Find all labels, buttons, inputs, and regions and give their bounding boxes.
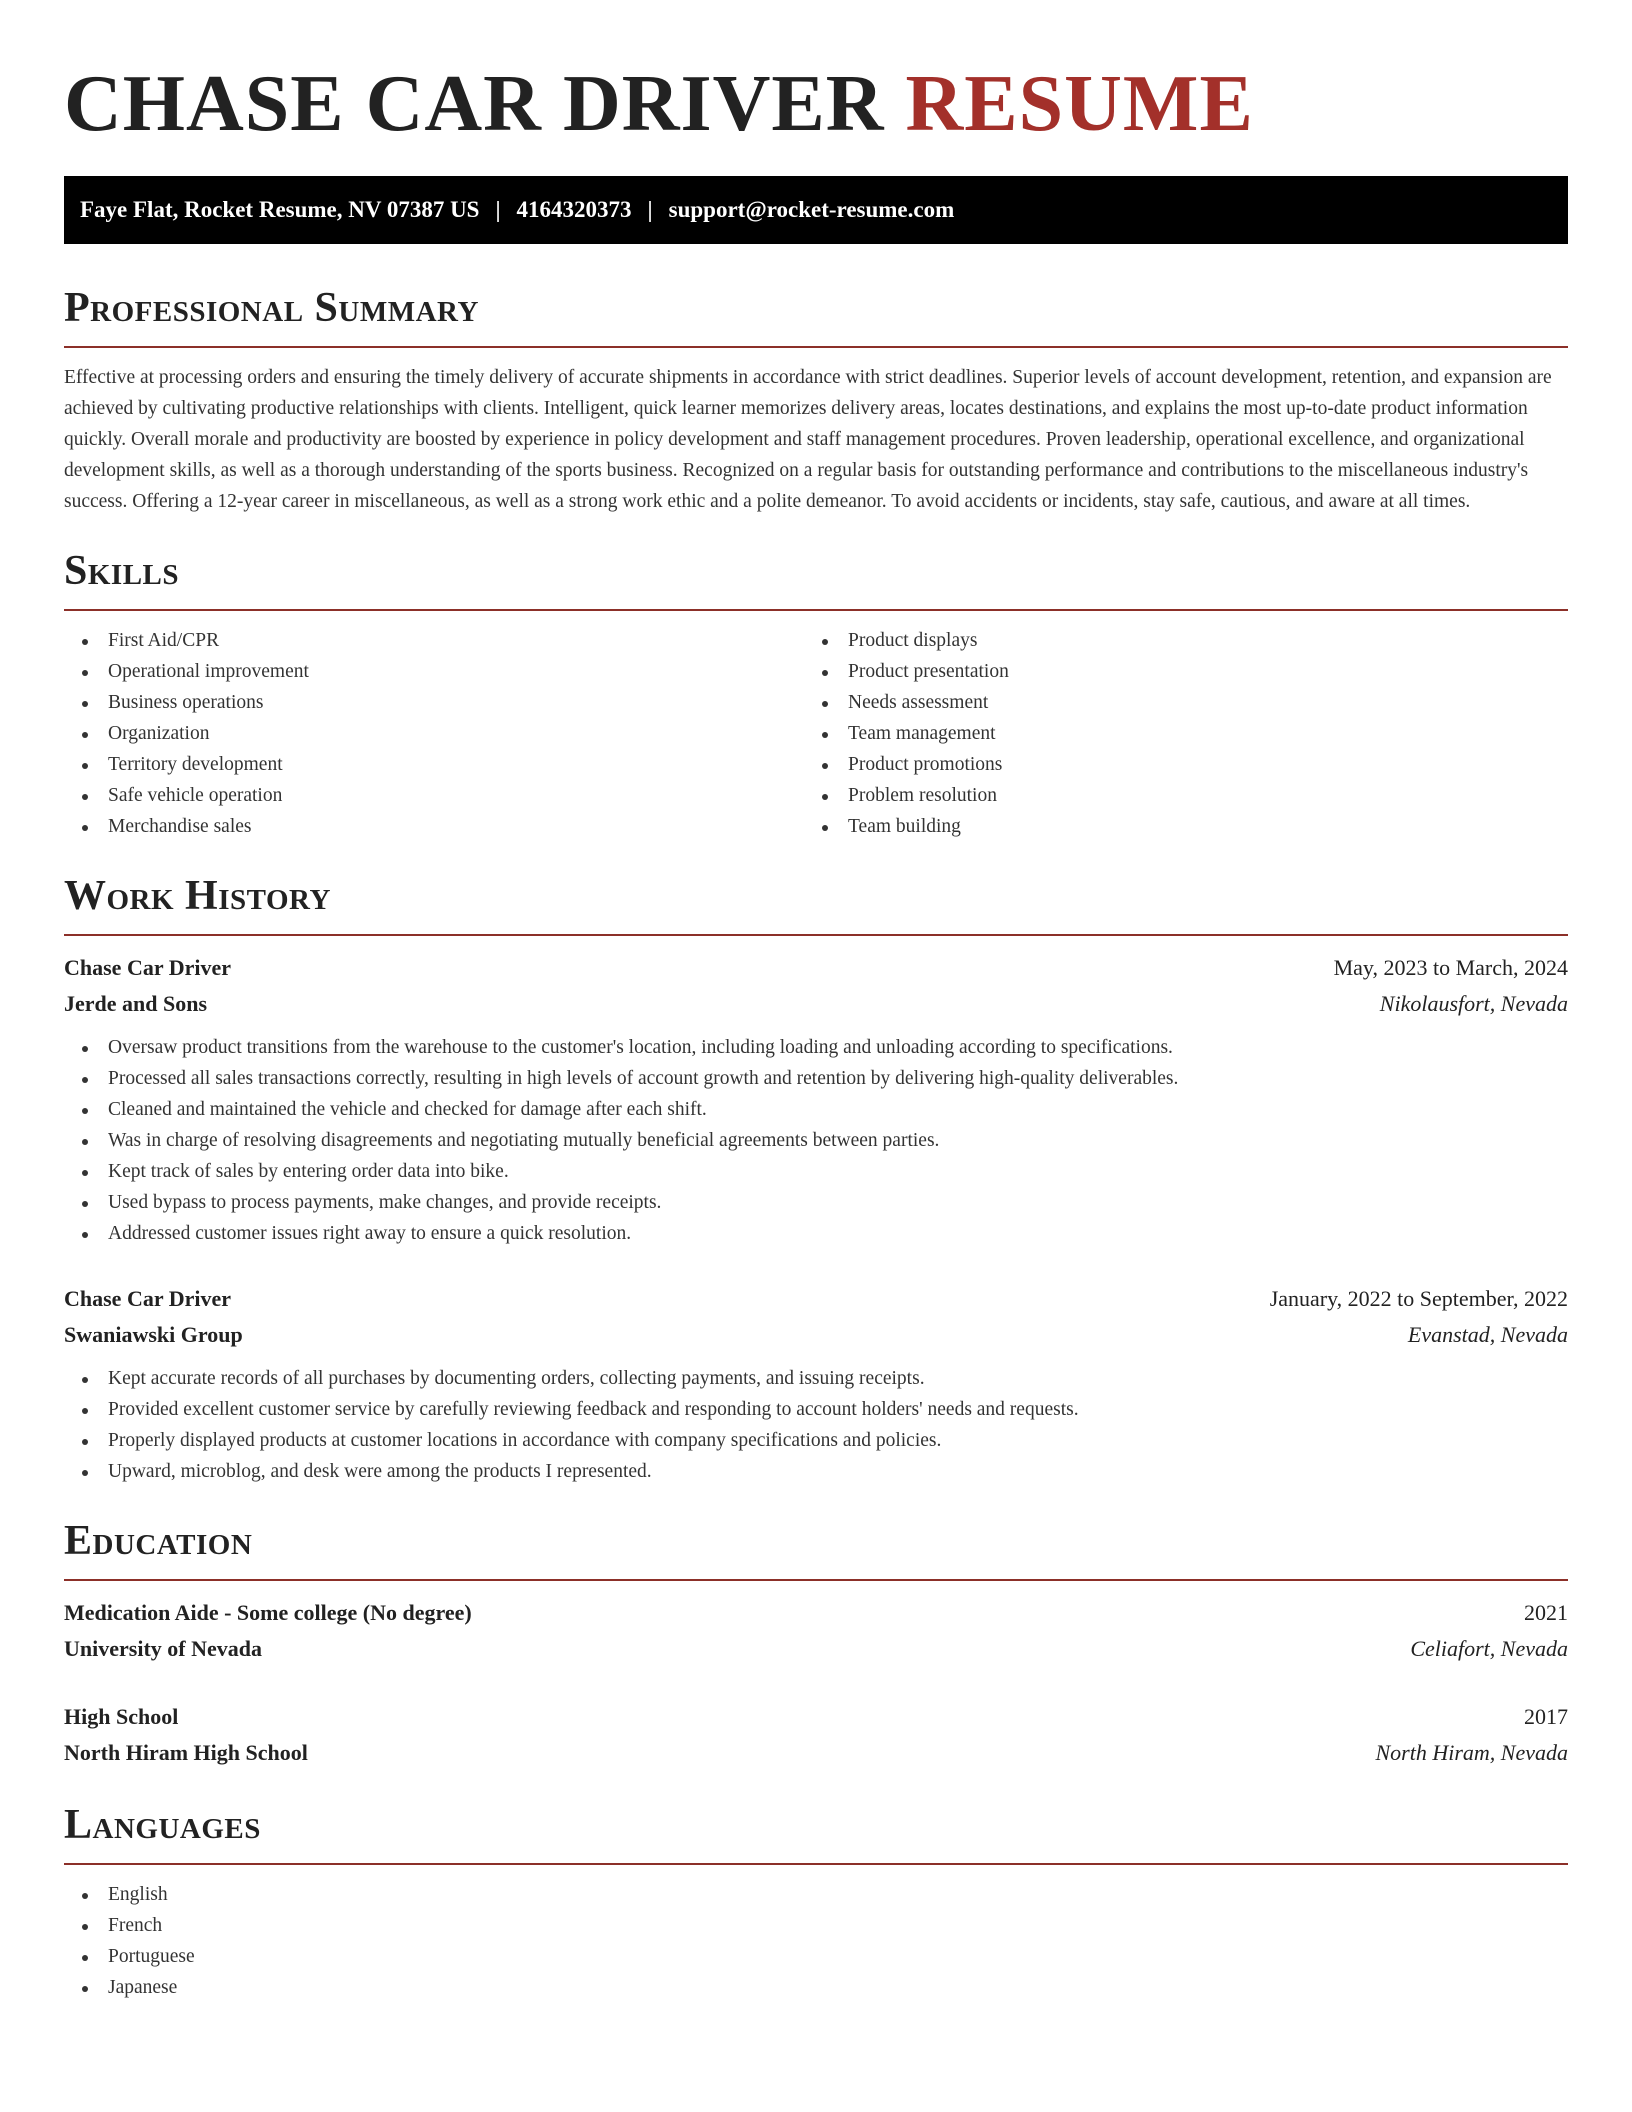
section-divider [64, 1863, 1568, 1865]
skill-item: Team building [804, 811, 1544, 842]
skill-item: Merchandise sales [64, 811, 804, 842]
education-degree: Medication Aide - Some college (No degree) [64, 1600, 472, 1625]
section-divider [64, 1579, 1568, 1581]
job-duty: Oversaw product transitions from the warehouse to the customer's location, including loading and unloading according to specifications. [64, 1032, 1568, 1063]
skill-item: Business operations [64, 687, 804, 718]
job-duty: Upward, microblog, and desk were among the products I represented. [64, 1456, 1568, 1487]
skills-grid [64, 625, 1568, 842]
job-title: Chase Car Driver [64, 1286, 231, 1311]
education-school-row [64, 1735, 1568, 1771]
job-company-row [64, 986, 1568, 1022]
job-duty: Addressed customer issues right away to ensure a quick resolution. [64, 1218, 1568, 1249]
job-duty: Kept track of sales by entering order data into bike. [64, 1156, 1568, 1187]
contact-separator: | [647, 197, 653, 222]
skill-item: Product promotions [804, 749, 1544, 780]
job-duty: Used bypass to process payments, make changes, and provide receipts. [64, 1187, 1568, 1218]
job-duty: Kept accurate records of all purchases by documenting orders, collecting payments, and issuing receipts. [64, 1363, 1568, 1394]
skills-section [64, 545, 1568, 842]
skill-item: Operational improvement [64, 656, 804, 687]
summary-text: Effective at processing orders and ensuring the timely delivery of accurate shipments in accordance with strict deadlines. Superior levels of account development, retention, and expansion are achieved by cultivating productive relationships with clients. Intelligent, quick learner memorizes delivery areas, locates destinations, and explains the most up-to-date product information quickly. Overall morale and productivity are boosted by experience in policy development and staff management procedures. Proven leadership, operational excellence, and organizational development skills, as well as a thorough understanding of the sports business. Recognized on a regular basis for outstanding performance and contributions to the miscellaneous industry's success. Offering a 12-year career in miscellaneous, as well as a strong work ethic and a polite demeanor. To avoid accidents or incidents, stay safe, cautious, and aware at all times. [64, 367, 1552, 512]
section-heading: Skills [64, 548, 180, 594]
job-company: Swaniawski Group [64, 1322, 243, 1347]
section-heading: Education [64, 1518, 253, 1564]
education-location: North Hiram, Nevada [1375, 1740, 1568, 1765]
section-divider [64, 934, 1568, 936]
skill-item: Product displays [804, 625, 1544, 656]
education-school: North Hiram High School [64, 1740, 308, 1765]
resume-content [64, 282, 1568, 2003]
section-heading: Professional Summary [64, 285, 479, 331]
education-section [64, 1515, 1568, 1771]
job-header-row [64, 1281, 1568, 1317]
skill-item: Safe vehicle operation [64, 780, 804, 811]
section-heading: Work History [64, 873, 331, 919]
skill-item: Needs assessment [804, 687, 1544, 718]
contact-phone: 4164320373 [516, 197, 632, 222]
job-location: Evanstad, Nevada [1407, 1322, 1568, 1347]
skill-item: Team management [804, 718, 1544, 749]
job-duty: Processed all sales transactions correctly, resulting in high levels of account growth and retention by delivering high-quality deliverables. [64, 1063, 1568, 1094]
education-header-row [64, 1699, 1568, 1735]
education-entry [64, 1699, 1568, 1771]
summary-section [64, 282, 1568, 517]
skill-item: Organization [64, 718, 804, 749]
work-history-section [64, 870, 1568, 1487]
job-header-row [64, 950, 1568, 986]
skills-list-left [64, 625, 804, 842]
language-item: Portuguese [64, 1941, 1568, 1972]
job-entry [64, 1281, 1568, 1487]
language-item: Japanese [64, 1972, 1568, 2003]
section-divider [64, 609, 1568, 611]
job-entry [64, 950, 1568, 1249]
education-entry [64, 1595, 1568, 1667]
skill-item: Product presentation [804, 656, 1544, 687]
language-item: English [64, 1879, 1568, 1910]
education-location: Celiafort, Nevada [1410, 1636, 1568, 1661]
section-divider [64, 346, 1568, 348]
job-duty: Was in charge of resolving disagreements and negotiating mutually beneficial agreements between parties. [64, 1125, 1568, 1156]
section-heading: Languages [64, 1802, 261, 1848]
skill-item: Territory development [64, 749, 804, 780]
education-year: 2017 [1524, 1704, 1568, 1729]
contact-email: support@rocket-resume.com [668, 197, 955, 222]
skill-item: First Aid/CPR [64, 625, 804, 656]
title-main: CHASE CAR DRIVER [64, 60, 885, 148]
education-year: 2021 [1524, 1600, 1568, 1625]
job-title: Chase Car Driver [64, 955, 231, 980]
job-duties-list [64, 1032, 1568, 1249]
resume-title [64, 60, 1568, 148]
education-degree: High School [64, 1704, 179, 1729]
contact-address: Faye Flat, Rocket Resume, NV 07387 US [80, 197, 480, 222]
job-duty: Provided excellent customer service by carefully reviewing feedback and responding to account holders' needs and requests. [64, 1394, 1568, 1425]
job-dates: May, 2023 to March, 2024 [1333, 955, 1568, 980]
job-duty: Cleaned and maintained the vehicle and checked for damage after each shift. [64, 1094, 1568, 1125]
skills-list-right [804, 625, 1544, 842]
education-school-row [64, 1631, 1568, 1667]
languages-list [64, 1879, 1568, 2003]
title-accent: RESUME [905, 60, 1254, 148]
job-company-row [64, 1317, 1568, 1353]
skill-item: Problem resolution [804, 780, 1544, 811]
job-location: Nikolausfort, Nevada [1379, 991, 1568, 1016]
job-company: Jerde and Sons [64, 991, 208, 1016]
job-duty: Properly displayed products at customer locations in accordance with company specifications and policies. [64, 1425, 1568, 1456]
language-item: French [64, 1910, 1568, 1941]
job-duties-list [64, 1363, 1568, 1487]
languages-section [64, 1799, 1568, 2003]
contact-separator: | [495, 197, 501, 222]
contact-bar [64, 176, 1568, 244]
education-school: University of Nevada [64, 1636, 262, 1661]
job-dates: January, 2022 to September, 2022 [1269, 1286, 1568, 1311]
education-header-row [64, 1595, 1568, 1631]
